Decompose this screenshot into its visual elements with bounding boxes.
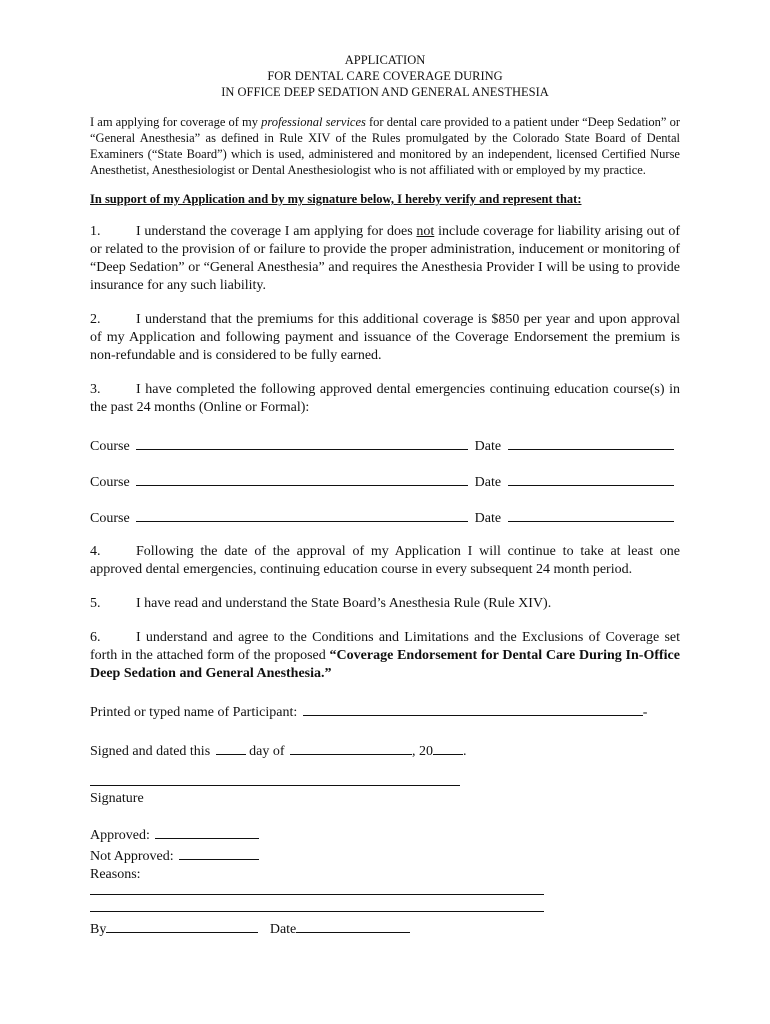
item-2-text: I understand that the premiums for this additional coverage is $850 per year and upon approval of my Application and following payment and issuance of the Coverage Endorsement the premium is non-refundable and is considered to be fully earned.: [90, 312, 680, 363]
by-label: By: [90, 922, 107, 937]
title-line-1: APPLICATION: [344, 53, 426, 67]
course-row-3: [90, 507, 680, 525]
item-4: [90, 543, 680, 579]
not-approved-field[interactable]: [179, 845, 259, 860]
date-label: Date: [474, 475, 502, 490]
title-line-3: IN OFFICE DEEP SEDATION AND GENERAL ANESTHESIA: [221, 85, 549, 99]
intro-paragraph: [90, 114, 680, 178]
item-1: [90, 223, 680, 295]
item-number: 5.: [90, 596, 101, 611]
date-label: Date: [474, 439, 502, 454]
printed-name-row: [90, 701, 680, 722]
signed-dated-row: [90, 740, 680, 761]
bottom-date-field[interactable]: [296, 918, 410, 933]
intro-emphasis: professional services: [261, 115, 366, 129]
course-row-2: [90, 471, 680, 489]
course-field-2[interactable]: [136, 471, 468, 486]
year-prefix: , 20: [412, 744, 434, 759]
printed-name-field[interactable]: [303, 701, 643, 716]
month-field[interactable]: [290, 740, 412, 755]
item-6-bold-title: “Coverage Endorsement for Dental Care During In-Office Deep Sedation and General Anesthesia.”: [90, 648, 680, 681]
verify-heading: In support of my Application and by my signature below, I hereby verify and represent that:: [90, 192, 582, 206]
approved-row: [90, 824, 680, 845]
item-6: [90, 629, 680, 683]
signed-prefix: Signed and dated this: [90, 744, 211, 759]
reasons-line-2[interactable]: [90, 911, 544, 912]
by-field[interactable]: [106, 918, 258, 933]
signed-period: .: [463, 744, 467, 759]
item-1-underlined-word: not: [416, 224, 435, 239]
reasons-line-1[interactable]: [90, 894, 544, 895]
intro-text-before: I am applying for coverage of my: [90, 115, 262, 129]
course-label: Course: [90, 511, 130, 526]
signature-label: Signature: [90, 791, 144, 806]
course-label: Course: [90, 439, 130, 454]
form-title: [90, 52, 680, 100]
item-6-text-before: I understand and agree to the Conditions and Limitations and the Exclusions of Coverage set forth in the attached form of the proposed: [90, 630, 680, 663]
course-field-3[interactable]: [136, 507, 468, 522]
printed-name-dash: -: [642, 705, 648, 720]
by-date-row: [90, 918, 680, 939]
day-field[interactable]: [216, 740, 246, 755]
bottom-date-label: Date: [269, 922, 297, 937]
course-row-1: [90, 435, 680, 453]
intro-text-after: for dental care provided to a patient under “Deep Sedation” or “General Anesthesia” as defined in Rule XIV of the Rules promulgated by the Colorado State Board of Dental Examiners (“State Board”) which is used, administered and monitored by an independent, licensed Certified Nurse Anesthetist, Anesthesiologist or Dental Anesthesiologist who is not affiliated with or employed by my practice.: [90, 115, 680, 177]
item-number: 6.: [90, 630, 101, 645]
item-number: 2.: [90, 312, 101, 327]
title-line-2: FOR DENTAL CARE COVERAGE DURING: [267, 69, 503, 83]
item-1-text-before: I understand the coverage I am applying for does: [136, 224, 417, 239]
item-5: [90, 595, 680, 613]
item-4-text: Following the date of the approval of my Application I will continue to take at least one approved dental emergencies, continuing education course in every subsequent 24 month period.: [90, 544, 680, 577]
approved-field[interactable]: [155, 824, 259, 839]
year-field[interactable]: [433, 740, 463, 755]
day-of-label: day of: [249, 744, 285, 759]
item-5-text: I have read and understand the State Board’s Anesthesia Rule (Rule XIV).: [136, 596, 552, 611]
item-number: 4.: [90, 544, 101, 559]
date-label: Date: [474, 511, 502, 526]
item-3-text: I have completed the following approved dental emergencies continuing education course(s) in the past 24 months (Online or Formal):: [90, 382, 680, 415]
not-approved-label: Not Approved:: [90, 849, 174, 864]
item-number: 1.: [90, 224, 101, 239]
date-field-3[interactable]: [508, 507, 674, 522]
not-approved-row: [90, 845, 680, 866]
approved-label: Approved:: [90, 828, 150, 843]
date-field-1[interactable]: [508, 435, 674, 450]
item-1-text-after: include coverage for liability arising out of or related to the provision of or failure to provide the proper administration, inducement or monitoring of “Deep Sedation” or “General Anesthesia” and requires the Anesthesia Provider I will be using to provide insurance for any such liability.: [90, 224, 680, 293]
item-3: [90, 381, 680, 417]
printed-name-label: Printed or typed name of Participant:: [90, 705, 298, 720]
item-number: 3.: [90, 382, 101, 397]
course-label: Course: [90, 475, 130, 490]
reasons-label: Reasons:: [90, 867, 141, 882]
application-form: [90, 52, 680, 939]
course-field-1[interactable]: [136, 435, 468, 450]
date-field-2[interactable]: [508, 471, 674, 486]
item-2: [90, 311, 680, 365]
signature-line[interactable]: [90, 785, 460, 786]
